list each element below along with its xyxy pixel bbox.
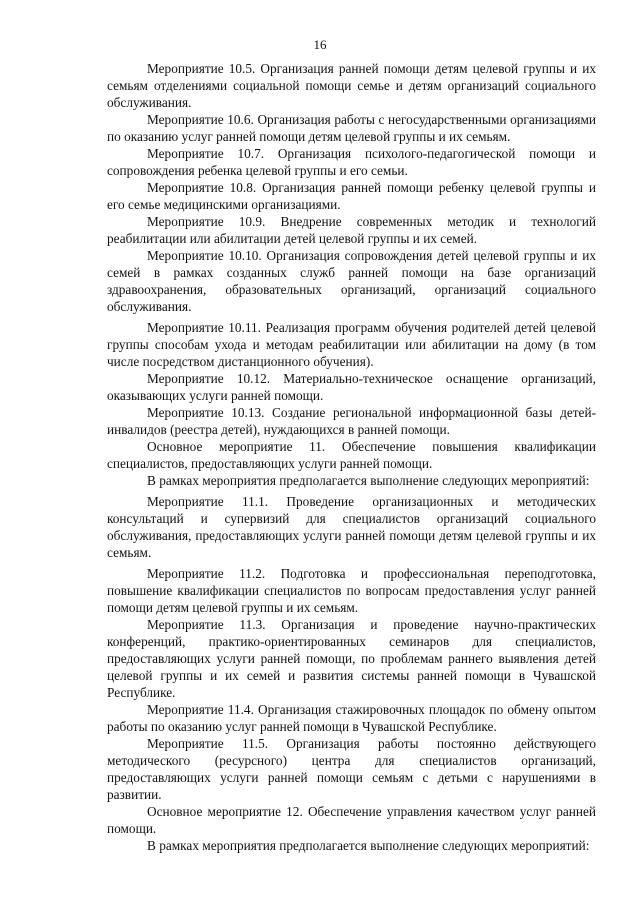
paragraph-event-10-7: Мероприятие 10.7. Организация психолого-педагогической помощи и сопровождения ребенка целевой группы и его семьи.: [107, 146, 596, 178]
page-number: 16: [313, 37, 327, 52]
paragraph-event-10-11: Мероприятие 10.11. Реализация программ обучения родителей детей целевой группы способам ухода и методам реабилитации или абилитации на дому (в том числе посредством дистанционного обучения).: [107, 320, 596, 369]
paragraph-event-11-intro: В рамках мероприятия предполагается выполнение следующих мероприятий:: [147, 473, 590, 488]
document-body: [107, 60, 596, 854]
paragraph-event-10-13: Мероприятие 10.13. Создание региональной информационной базы детей-инвалидов (реестра детей), нуждающихся в ранней помощи.: [107, 405, 596, 437]
paragraph-event-10-9: Мероприятие 10.9. Внедрение современных методик и технологий реабилитации или абилитации детей целевой группы и их семей.: [107, 214, 596, 246]
paragraph-event-10-8: Мероприятие 10.8. Организация ранней помощи ребенку целевой группы и его семье медицинскими организациями.: [107, 180, 596, 212]
paragraph-event-11-2: Мероприятие 11.2. Подготовка и профессиональная переподготовка, повышение квалификации специалистов по вопросам предоставления услуг ранней помощи детям целевой группы и их семьям.: [107, 566, 596, 615]
paragraph-event-10-5: Мероприятие 10.5. Организация ранней помощи детям целевой группы и их семьям отделениями социальной помощи семье и детям организаций социального обслуживания.: [107, 61, 596, 110]
paragraph-event-10-12: Мероприятие 10.12. Материально-техническое оснащение организаций, оказывающих услуги ранней помощи.: [107, 371, 596, 403]
paragraph-event-11-5: Мероприятие 11.5. Организация работы постоянно действующего методического (ресурсного) центра для специалистов организаций, предоставляющих услуги ранней помощи семьям с детьми с нарушениями в развитии.: [107, 736, 596, 802]
paragraph-main-event-11: Основное мероприятие 11. Обеспечение повышения квалификации специалистов, предоставляющих услуги ранней помощи.: [107, 439, 596, 471]
paragraph-event-10-10: Мероприятие 10.10. Организация сопровождения детей целевой группы и их семей в рамках созданных служб ранней помощи на базе организаций здравоохранения, образовательных организаций, организаций социального обслуживания.: [107, 248, 596, 314]
paragraph-event-11-3: Мероприятие 11.3. Организация и проведение научно-практических конференций, практико-ориентированных семинаров для специалистов, предоставляющих услуги ранней помощи, по проблемам раннего выявления детей целевой группы и их семей и развития системы ранней помощи в Чувашской Республике.: [107, 617, 596, 700]
paragraph-event-11-1: Мероприятие 11.1. Проведение организационных и методических консультаций и супервизий для специалистов организаций социального обслуживания, предоставляющих услуги ранней помощи детям целевой группы и их семьям.: [107, 494, 596, 560]
paragraph-event-10-6: Мероприятие 10.6. Организация работы с негосударственными организациями по оказанию услуг ранней помощи детям целевой группы и их семьям.: [107, 112, 596, 144]
paragraph-main-event-12: Основное мероприятие 12. Обеспечение управления качеством услуг ранней помощи.: [107, 804, 596, 836]
paragraph-event-12-intro: В рамках мероприятия предполагается выполнение следующих мероприятий:: [147, 838, 590, 853]
paragraph-event-11-4: Мероприятие 11.4. Организация стажировочных площадок по обмену опытом работы по оказанию услуг ранней помощи в Чувашской Республике.: [107, 702, 596, 734]
